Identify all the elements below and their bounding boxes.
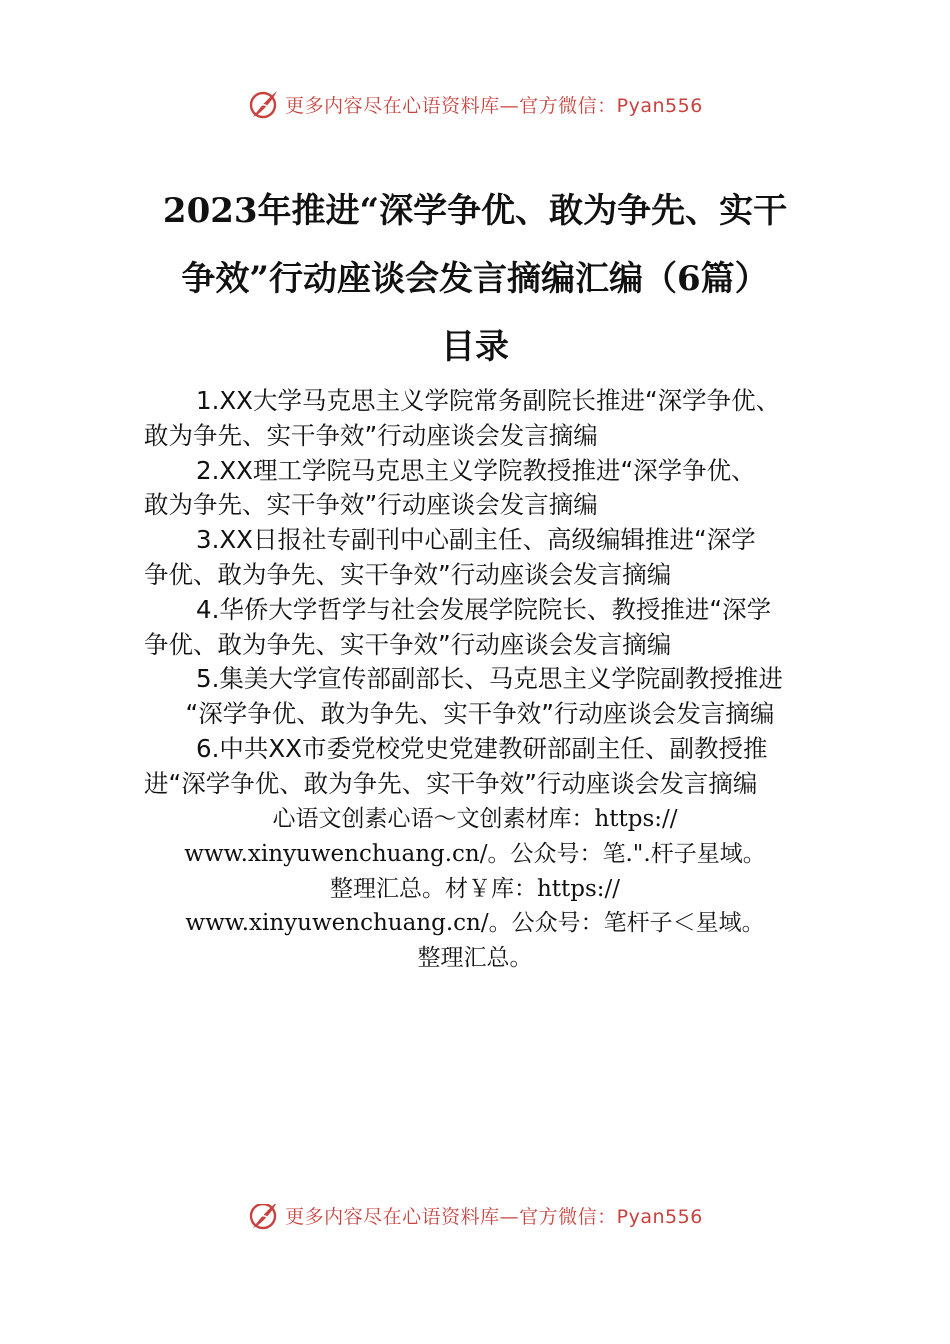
toc-item-4-line-2: 争优、敢为争先、实干争效”行动座谈会发言摘编 [144,629,672,659]
document-title-line-1: 2023年推进“深学争优、敢为争先、实干 [162,191,788,231]
table-of-contents [144,384,816,802]
source-note-line-5: 整理汇总。 [417,945,533,972]
document-title-line-2: 争效”行动座谈会发言摘编汇编（6篇） [181,259,769,299]
toc-heading: 目录 [441,327,509,367]
toc-item-6-line-2: 进“深学争优、敢为争先、实干争效”行动座谈会发言摘编 [144,768,758,798]
source-note-line-1: 心语文创素心语～文创素材库：https:// [272,806,678,832]
toc-item-4-line-1: 4.华侨大学哲学与社会发展学院院长、教授推进“深学 [196,594,772,624]
toc-item-6-line-1: 6.中共XX市委党校党史党建教研部副主任、副教授推 [196,733,768,763]
quill-logo-icon [247,1204,281,1232]
toc-item-2-line-1: 2.XX理工学院马克思主义学院教授推进“深学争优、 [196,455,756,485]
toc-item-1-line-1: 1.XX大学马克思主义学院常务副院长推进“深学争优、 [196,386,781,415]
watermark-text: 更多内容尽在心语资料库—官方微信：Pyan556 [285,94,703,117]
watermark-text: 更多内容尽在心语资料库—官方微信：Pyan556 [285,1205,703,1228]
toc-item-3-line-1: 3.XX日报社专副刊中心副主任、高级编辑推进“深学 [196,525,756,555]
toc-item-5-line-1: 5.集美大学宣传部副部长、马克思主义学院副教授推进 [196,664,783,694]
source-note-line-3: 整理汇总。材￥库：https:// [329,875,621,902]
toc-item-5-line-2: “深学争优、敢为争先、实干争效”行动座谈会发言摘编 [185,699,775,729]
footer-watermark [0,1204,950,1240]
toc-item-2-line-2: 敢为争先、实干争效”行动座谈会发言摘编 [144,490,598,520]
source-note [120,802,830,976]
header-watermark [0,84,950,124]
quill-logo-icon [247,87,281,121]
source-note-line-2: www.xinyuwenchuang.cn/。公众号：笔.".杆子星域。 [184,840,766,867]
source-note-line-4: www.xinyuwenchuang.cn/。公众号：笔杆子＜星域。 [185,910,765,937]
toc-item-3-line-2: 争优、敢为争先、实干争效”行动座谈会发言摘编 [144,559,672,589]
toc-item-1-line-2: 敢为争先、实干争效”行动座谈会发言摘编 [144,420,598,450]
